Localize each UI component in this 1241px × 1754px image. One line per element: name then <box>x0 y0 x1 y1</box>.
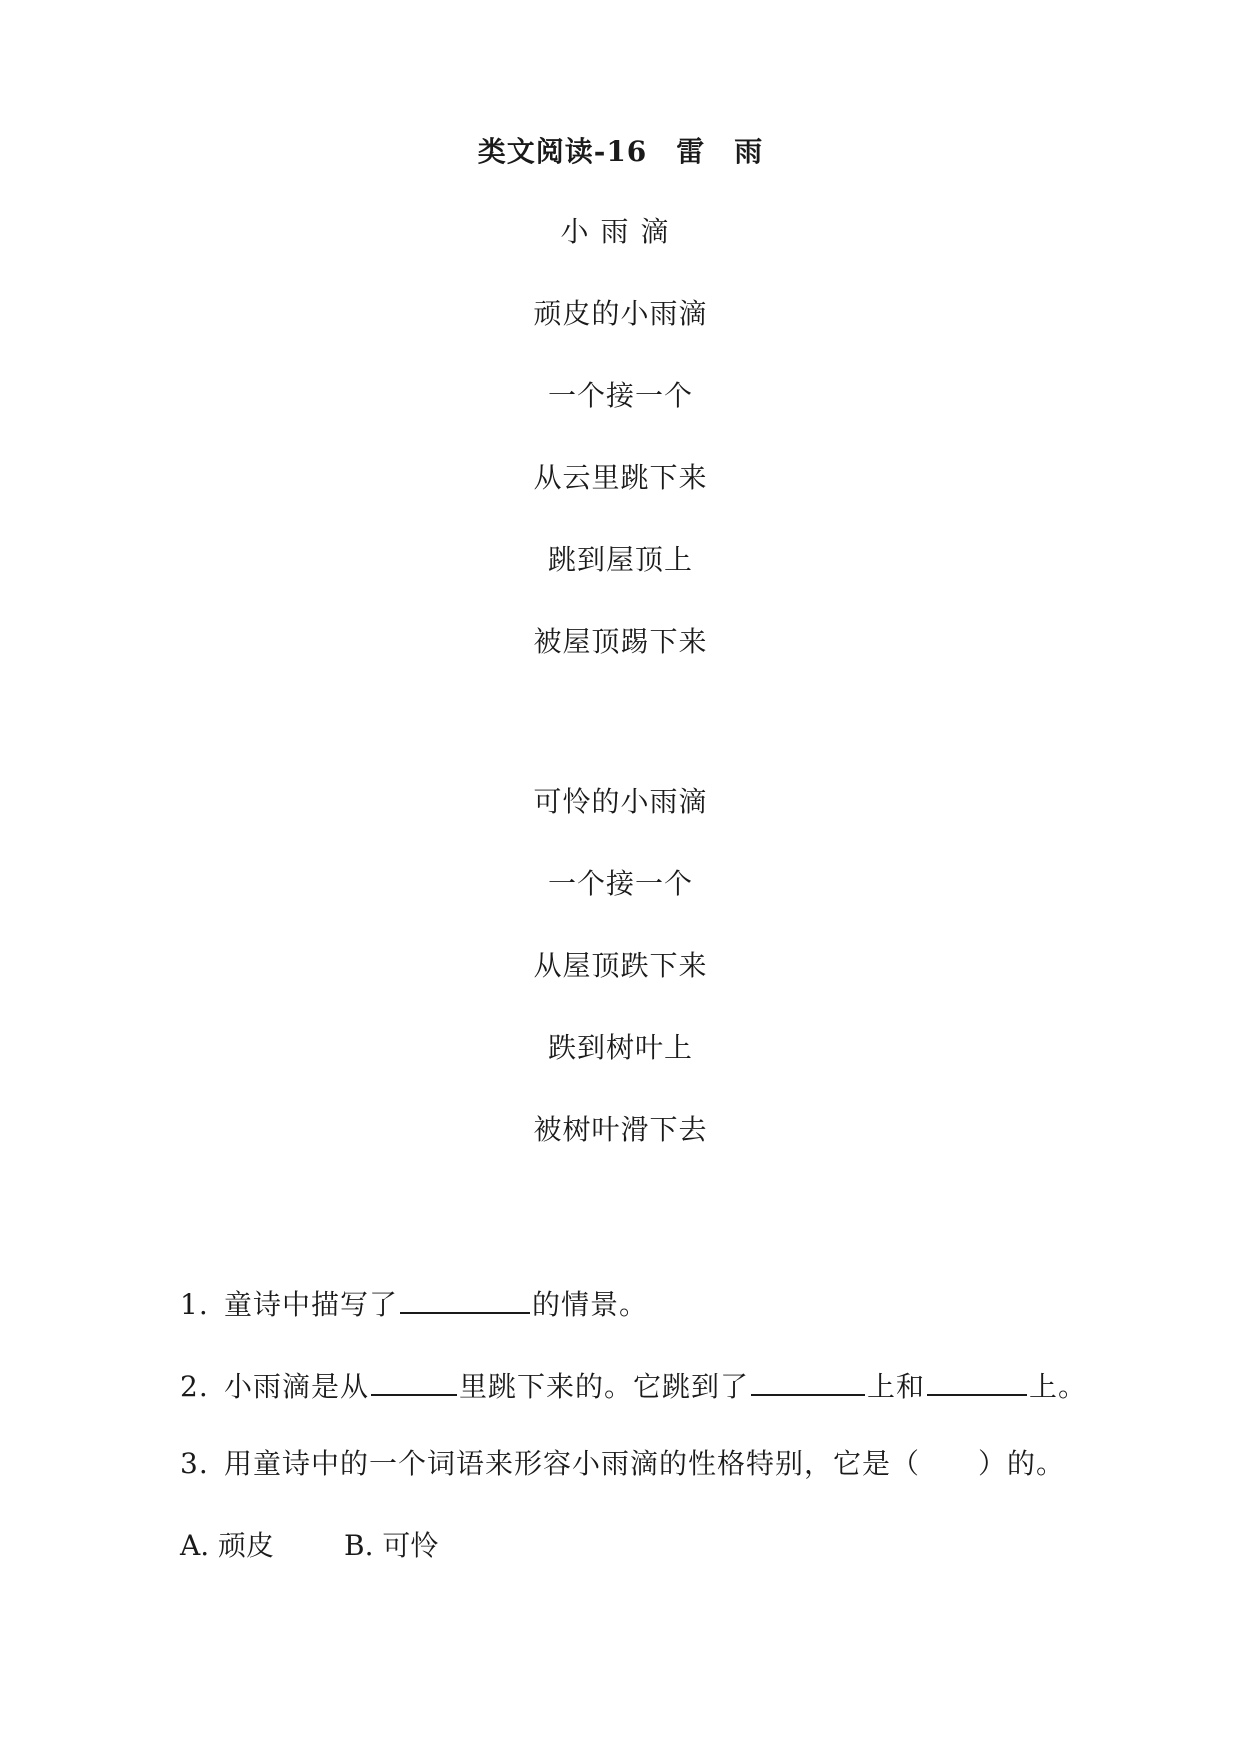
stanza-gap <box>0 704 1241 782</box>
poem-line: 从屋顶跌下来 <box>533 949 708 982</box>
option-a[interactable]: A. 顽皮 <box>180 1529 275 1562</box>
page-title: 类文阅读-16 雷 雨 <box>477 135 764 168</box>
poem-line: 跌到树叶上 <box>547 1031 693 1064</box>
poem-line: 跳到屋顶上 <box>547 543 693 576</box>
questions <box>180 1280 1140 1566</box>
poem-line: 从云里跳下来 <box>533 461 708 494</box>
question-2 <box>180 1362 1140 1444</box>
option-b[interactable]: B. 可怜 <box>344 1529 439 1562</box>
question-number: 1. <box>180 1288 209 1321</box>
question-text: 童诗中描写了 <box>224 1288 399 1321</box>
answer-blank[interactable] <box>400 1280 530 1314</box>
question-text: 用童诗中的一个词语来形容小雨滴的性格特别，它是（ ）的。 <box>224 1447 1066 1480</box>
poem-line: 一个接一个 <box>547 867 693 900</box>
question-text: 上和 <box>867 1370 926 1403</box>
poem-line: 被屋顶踢下来 <box>533 625 708 658</box>
question-text: 的情景。 <box>532 1288 649 1321</box>
question-number: 3. <box>180 1447 209 1480</box>
question-text: 上。 <box>1029 1370 1088 1403</box>
question-number: 2. <box>180 1370 209 1403</box>
poem-line: 被树叶滑下去 <box>533 1113 708 1146</box>
question-text: 里跳下来的。它跳到了 <box>459 1370 750 1403</box>
poem-line: 一个接一个 <box>547 379 693 412</box>
question-1 <box>180 1280 1140 1362</box>
answer-options <box>180 1526 1140 1566</box>
poem-title: 小雨滴 <box>560 215 681 248</box>
answer-blank[interactable] <box>751 1362 865 1396</box>
poem-line: 可怜的小雨滴 <box>533 785 708 818</box>
poem <box>0 212 1241 1192</box>
answer-blank[interactable] <box>371 1362 457 1396</box>
poem-line: 顽皮的小雨滴 <box>533 297 708 330</box>
question-3 <box>180 1444 1140 1526</box>
question-text: 小雨滴是从 <box>224 1370 370 1403</box>
answer-blank[interactable] <box>927 1362 1027 1396</box>
